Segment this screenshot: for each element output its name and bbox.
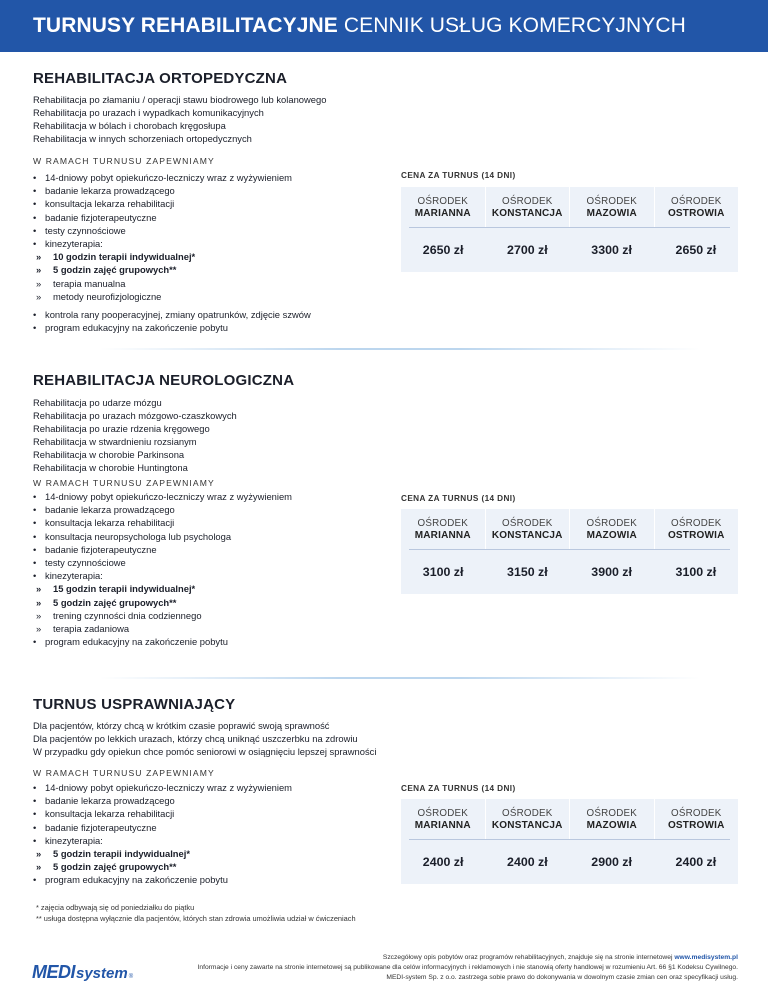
header-title: TURNUSY REHABILITACYJNE <box>33 14 338 37</box>
intro-line: W przypadku gdy opiekun chce pomóc seniorowi w osiągnięciu lepszej sprawności <box>33 746 377 757</box>
list-item: • 14-dniowy pobyt opiekuńczo-leczniczy wraz z wyżywieniem <box>33 490 292 503</box>
price-label: CENA ZA TURNUS (14 DNI) <box>401 494 516 503</box>
list-subitem: » 5 godzin zajęć grupowych** <box>33 263 311 276</box>
list-item: • badanie lekarza prowadzącego <box>33 503 292 516</box>
list-item: • program edukacyjny na zakończenie pobytu <box>33 873 292 886</box>
price-value: 2900 zł <box>591 855 632 869</box>
center-header: OŚRODEK KONSTANCJA <box>486 509 571 549</box>
price-label: CENA ZA TURNUS (14 DNI) <box>401 784 516 793</box>
section-title: TURNUS USPRAWNIAJĄCY <box>33 696 236 713</box>
price-table <box>401 799 738 884</box>
list-item: • kinezyterapia: <box>33 569 292 582</box>
price-table <box>401 187 738 272</box>
list-item: • konsultacja neuropsychologa lub psychologa <box>33 530 292 543</box>
list-item: • badanie fizjoterapeutyczne <box>33 543 292 556</box>
header-subtitle: CENNIK USŁUG KOMERCYJNYCH <box>343 14 686 37</box>
section-intro <box>33 719 376 758</box>
list-subitem: » terapia zadaniowa <box>33 622 292 635</box>
intro-line: Rehabilitacja po urazie rdzenia kręgowego <box>33 423 210 434</box>
list-subitem: » metody neurofizjologiczne <box>33 290 311 303</box>
section-divider <box>100 677 700 679</box>
center-header: OŚRODEK MAZOWIA <box>570 799 655 839</box>
center-header: OŚRODEK OSTROWIA <box>667 195 725 219</box>
section-divider <box>100 348 700 350</box>
list-item: • badanie lekarza prowadzącego <box>33 794 292 807</box>
intro-line: Rehabilitacja w bólach i chorobach kręgosłupa <box>33 120 226 131</box>
list-item: • testy czynnościowe <box>33 224 311 237</box>
intro-line: Rehabilitacja w chorobie Huntingtona <box>33 462 188 473</box>
center-header: OŚRODEK OSTROWIA <box>667 807 725 831</box>
price-value: 3900 zł <box>591 565 632 579</box>
price-value: 2650 zł <box>422 243 464 257</box>
features-list <box>33 781 292 887</box>
list-item: • kinezyterapia: <box>33 237 311 250</box>
center-header: OŚRODEK MARIANNA <box>401 509 486 549</box>
list-item: • konsultacja lekarza rehabilitacji <box>33 807 292 820</box>
intro-line: Rehabilitacja po udarze mózgu <box>33 397 162 408</box>
features-list <box>33 171 311 334</box>
footer-disclaimer: Szczegółowy opis pobytów oraz programów rehabilitacyjnych, znajduje się na stronie internetowej www.medisystem.pl Informacje i ceny zawarte na stronie internetowej są publikowane dla celów informacyjnych i reklamowych i nie stanowią oferty handlowej w rozumieniu Art. 66 §1 Kodeksu Cywilnego. MEDI-system Sp. z o.o. zastrzega sobie prawo do dokonywania w dowolnym czasie zmian cen oraz specyfikacji usług. <box>197 954 738 981</box>
center-header: OŚRODEK MARIANNA <box>401 187 486 227</box>
list-subitem: » terapia manualna <box>33 277 311 290</box>
section-intro <box>33 93 326 145</box>
center-header: OŚRODEK MARIANNA <box>401 799 486 839</box>
website-link[interactable]: www.medisystem.pl <box>674 954 738 961</box>
price-value: 2700 zł <box>507 243 548 257</box>
list-item: • testy czynnościowe <box>33 556 292 569</box>
price-value: 2400 zł <box>675 855 717 869</box>
list-item: • program edukacyjny na zakończenie pobytu <box>33 321 311 334</box>
intro-line: Rehabilitacja w innych schorzeniach ortopedycznych <box>33 133 252 144</box>
intro-line: Dla pacjentów po lekkich urazach, którzy chcą uniknąć uszczerbku na zdrowiu <box>33 733 358 744</box>
footnote: * zajęcia odbywają się od poniedziałku do piątku <box>36 903 195 912</box>
center-header: OŚRODEK MAZOWIA <box>570 187 655 227</box>
price-value: 3100 zł <box>675 565 717 579</box>
list-item: • badanie lekarza prowadzącego <box>33 184 311 197</box>
section-title: REHABILITACJA ORTOPEDYCZNA <box>33 70 288 87</box>
list-subitem: » trening czynności dnia codziennego <box>33 609 292 622</box>
footnotes <box>36 903 356 924</box>
list-subitem: » 10 godzin terapii indywidualnej* <box>33 250 311 263</box>
list-item: • badanie fizjoterapeutyczne <box>33 821 292 834</box>
section-intro <box>33 396 237 474</box>
list-subitem: » 5 godzin terapii indywidualnej* <box>33 847 292 860</box>
list-item: • kinezyterapia: <box>33 834 292 847</box>
price-value: 3150 zł <box>507 565 548 579</box>
list-item: • 14-dniowy pobyt opiekuńczo-leczniczy wraz z wyżywieniem <box>33 781 292 794</box>
price-table <box>401 509 738 594</box>
list-subitem: » 5 godzin zajęć grupowych** <box>33 860 292 873</box>
section-title: REHABILITACJA NEUROLOGICZNA <box>33 372 295 389</box>
center-header: OŚRODEK KONSTANCJA <box>486 799 571 839</box>
center-header: OŚRODEK OSTROWIA <box>667 517 725 541</box>
footnote: ** usługa dostępna wyłącznie dla pacjentów, których stan zdrowia umożliwia udział w ćwiczeniach <box>36 913 356 923</box>
list-item: • konsultacja lekarza rehabilitacji <box>33 516 292 529</box>
intro-line: Dla pacjentów, którzy chcą w krótkim czasie poprawić swoją sprawność <box>33 720 330 731</box>
price-value: 2400 zł <box>422 855 464 869</box>
list-subitem: » 15 godzin terapii indywidualnej* <box>33 582 292 595</box>
intro-line: Rehabilitacja w chorobie Parkinsona <box>33 449 185 460</box>
price-value: 3100 zł <box>422 565 464 579</box>
intro-line: Rehabilitacja po urazach i wypadkach komunikacyjnych <box>33 107 264 118</box>
center-header: OŚRODEK MAZOWIA <box>570 509 655 549</box>
price-value: 2400 zł <box>507 855 548 869</box>
list-item: • program edukacyjny na zakończenie pobytu <box>33 635 292 648</box>
list-item: • badanie fizjoterapeutyczne <box>33 211 311 224</box>
conditions-label: W RAMACH TURNUSU ZAPEWNIAMY <box>33 156 215 166</box>
list-subitem: » 5 godzin zajęć grupowych** <box>33 596 292 609</box>
medisystem-logo: MEDI system ® <box>32 962 134 982</box>
list-item: • 14-dniowy pobyt opiekuńczo-leczniczy wraz z wyżywieniem <box>33 171 311 184</box>
price-value: 3300 zł <box>591 243 632 257</box>
intro-line: Rehabilitacja po urazach mózgowo-czaszkowych <box>33 410 237 421</box>
list-item: • kontrola rany pooperacyjnej, zmiany opatrunków, zdjęcie szwów <box>33 308 311 321</box>
list-item: • konsultacja lekarza rehabilitacji <box>33 197 311 210</box>
conditions-label: W RAMACH TURNUSU ZAPEWNIAMY <box>33 768 215 778</box>
price-value: 2650 zł <box>675 243 717 257</box>
intro-line: Rehabilitacja po złamaniu / operacji stawu biodrowego lub kolanowego <box>33 94 327 105</box>
features-list <box>33 490 292 648</box>
price-label: CENA ZA TURNUS (14 DNI) <box>401 171 516 180</box>
conditions-label: W RAMACH TURNUSU ZAPEWNIAMY <box>33 478 215 488</box>
intro-line: Rehabilitacja w stwardnieniu rozsianym <box>33 436 197 447</box>
center-header: OŚRODEK KONSTANCJA <box>486 187 571 227</box>
page-header <box>0 0 768 52</box>
